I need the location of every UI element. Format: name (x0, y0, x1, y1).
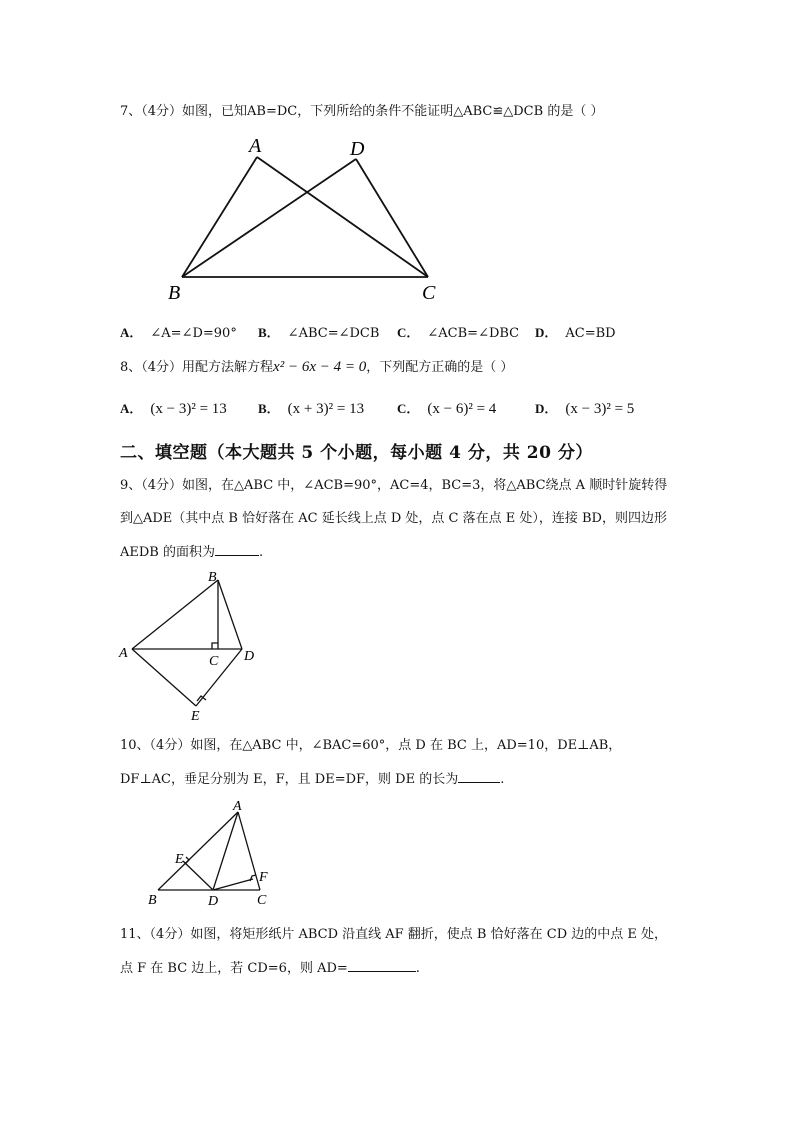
question-8-text: 8、（4分）用配方法解方程x² − 6x − 4 = 0，下列配方正确的是（ ） (120, 359, 514, 375)
svg-text:D: D (208, 894, 219, 909)
label-c: C (422, 282, 436, 304)
segment-ac (257, 157, 428, 277)
svg-text:A: A (119, 646, 128, 661)
label-d: D (350, 138, 365, 160)
svg-text:F: F (259, 870, 268, 885)
q8-option-b[interactable]: B． (x + 3)² = 13 (258, 401, 365, 417)
q7-option-a[interactable]: A． ∠A=∠D=90° (120, 325, 237, 341)
answer-blank[interactable] (348, 957, 416, 972)
question-9-line-3: AEDB 的面积为 . (120, 541, 263, 562)
q7-option-c[interactable]: C． ∠ACB=∠DBC (397, 325, 520, 341)
svg-text:C: C (209, 654, 219, 669)
question-9-figure (115, 568, 265, 728)
segment-bd (182, 159, 356, 277)
question-7-figure (160, 132, 450, 307)
answer-blank[interactable] (458, 768, 500, 783)
svg-text:A: A (233, 799, 242, 814)
q7-option-d[interactable]: D． AC=BD (535, 325, 616, 341)
question-10-line-2: DF⊥AC，垂足分别为 E，F，且 DE=DF，则 DE 的长为 . (120, 768, 504, 789)
question-9-line-1: 9、（4分）如图，在△ABC 中，∠ACB=90°，AC=4，BC=3，将△ABC绕点 A 顺时针旋转得 (120, 478, 668, 493)
segment-dc (356, 159, 428, 277)
q7-option-b[interactable]: B． ∠ABC=∠DCB (258, 325, 380, 341)
label-a: A (249, 135, 262, 157)
question-7-text: 7、（4分）如图，已知AB=DC，下列所给的条件不能证明△ABC≌△DCB 的是（ ） (120, 104, 604, 119)
q8-option-a[interactable]: A． (x − 3)² = 13 (120, 401, 227, 417)
svg-text:C: C (257, 893, 267, 908)
svg-text:B: B (208, 570, 217, 585)
svg-text:E: E (175, 852, 184, 867)
question-11-line-1: 11、（4分）如图，将矩形纸片 ABCD 沿直线 AF 翻折，使点 B 恰好落在 CD 边的中点 E 处， (120, 927, 668, 942)
label-b: B (168, 282, 181, 304)
question-10-figure (140, 798, 280, 910)
svg-text:D: D (244, 649, 255, 664)
q8-option-d[interactable]: D． (x − 3)² = 5 (535, 401, 635, 417)
question-9-line-2: 到△ADE（其中点 B 恰好落在 AC 延长线上点 D 处，点 C 落在点 E 处），连接 BD，则四边形 (120, 511, 667, 526)
question-10-line-1: 10、（4分）如图，在△ABC 中，∠BAC=60°，点 D 在 BC 上，AD=10，DE⊥AB， (120, 738, 622, 753)
q8-equation: x² − 6x − 4 = 0 (273, 359, 367, 375)
svg-text:E: E (191, 709, 200, 724)
segment-ab (182, 157, 257, 277)
svg-text:B: B (148, 893, 157, 908)
q8-option-c[interactable]: C． (x − 6)² = 4 (397, 401, 497, 417)
question-11-line-2: 点 F 在 BC 边上，若 CD=6，则 AD= . (120, 957, 420, 978)
answer-blank[interactable] (215, 541, 259, 556)
section-2-heading: 二、填空题（本大题共 5 个小题，每小题 4 分，共 20 分） (120, 443, 593, 463)
